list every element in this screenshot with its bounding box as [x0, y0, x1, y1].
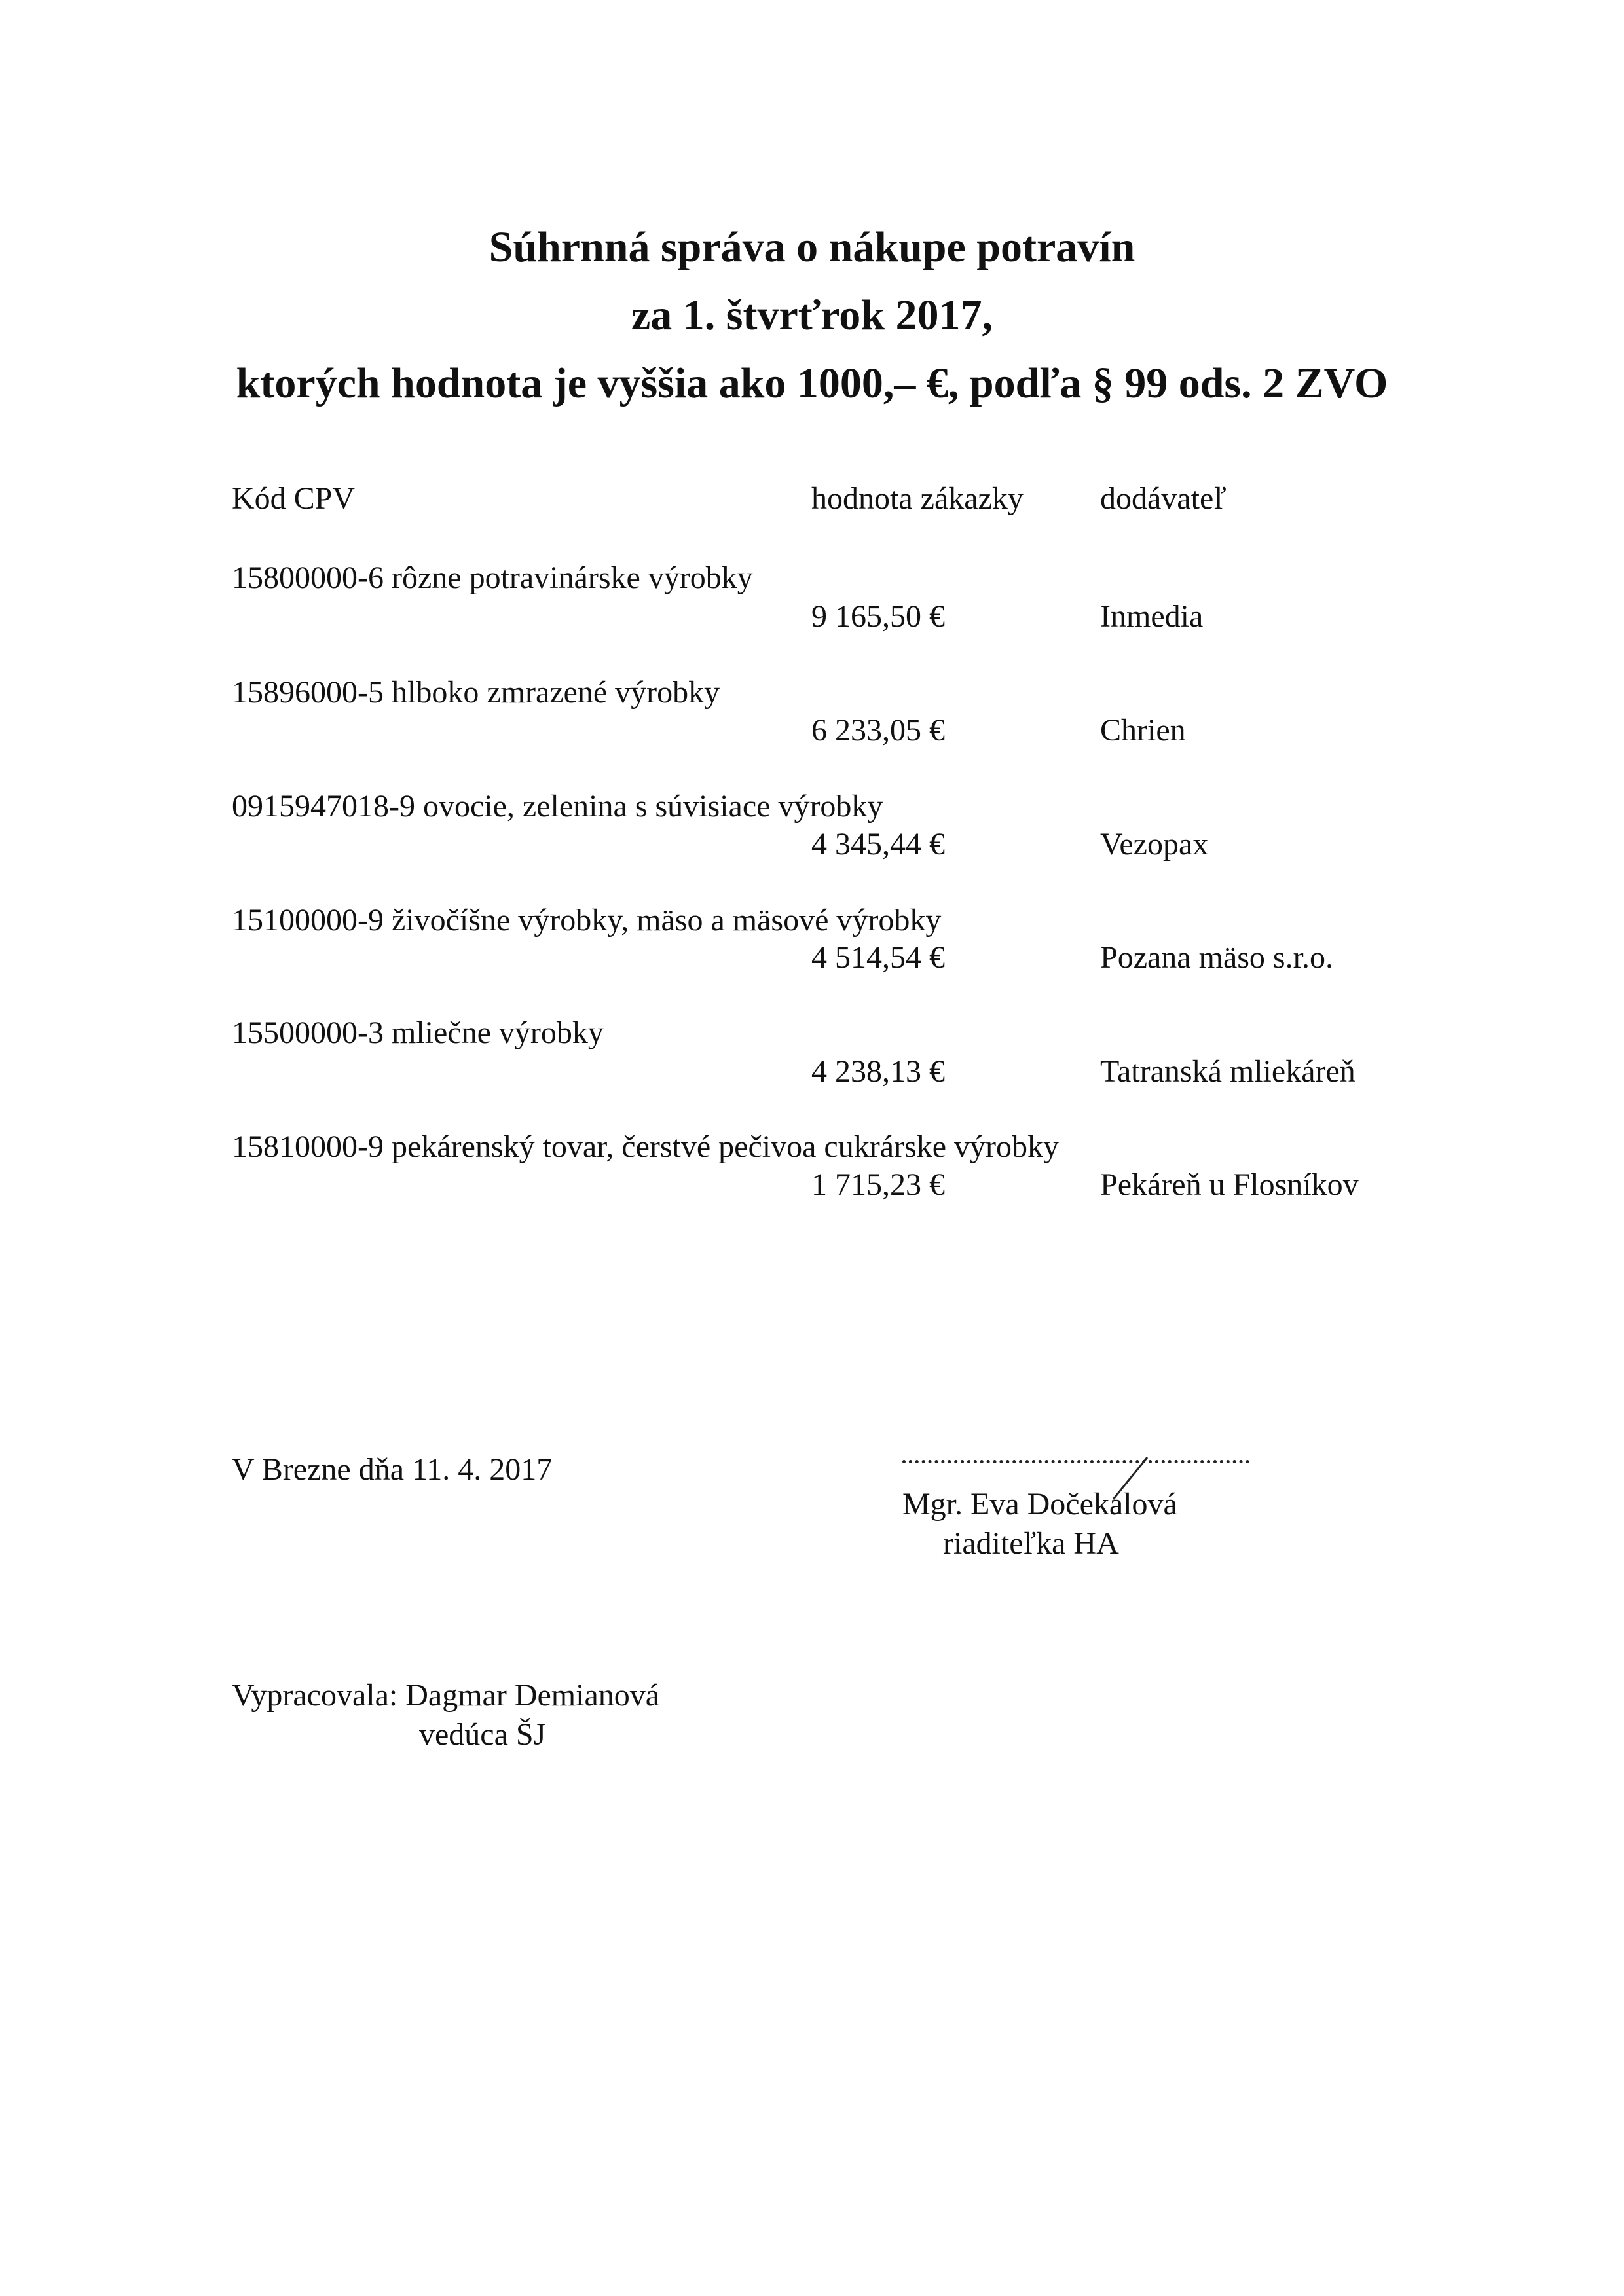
header-order-value: hodnota zákazky: [811, 481, 1024, 516]
title-line-3: ktorých hodnota je vyššia ako 1000,– €, podľa § 99 ods. 2 ZVO: [236, 359, 1388, 407]
row-description: 15800000-6 rôzne potravinárske výrobky: [232, 560, 753, 595]
prepared-by: Vypracovala: Dagmar Demianová: [232, 1678, 660, 1713]
header-supplier: dodávateľ: [1100, 481, 1227, 516]
header-cpv-code: Kód CPV: [232, 481, 356, 516]
signatory-name: Mgr. Eva Dočekalová: [902, 1487, 1177, 1522]
row-value: 6 233,05 €: [811, 713, 945, 748]
row-value: 9 165,50 €: [811, 599, 945, 634]
title-line-2: za 1. štvrťrok 2017,: [631, 291, 993, 339]
row-description: 15100000-9 živočíšne výrobky, mäso a mäsové výrobky: [232, 903, 942, 938]
row-supplier: Vezopax: [1100, 827, 1209, 862]
row-supplier: Pozana mäso s.r.o.: [1100, 940, 1333, 975]
signatory-role: riaditeľka HA: [943, 1526, 1119, 1561]
place-and-date: V Brezne dňa 11. 4. 2017: [232, 1452, 553, 1487]
row-value: 4 345,44 €: [811, 827, 945, 862]
row-description: 15500000-3 mliečne výrobky: [232, 1015, 604, 1050]
row-description: 15896000-5 hlboko zmrazené výrobky: [232, 675, 720, 710]
title-line-1: Súhrnná správa o nákupe potravín: [489, 223, 1135, 271]
row-supplier: Inmedia: [1100, 599, 1204, 634]
row-value: 4 514,54 €: [811, 940, 945, 975]
row-supplier: Pekáreň u Flosníkov: [1100, 1167, 1359, 1202]
prepared-by-role: vedúca ŠJ: [419, 1717, 546, 1752]
row-supplier: Chrien: [1100, 713, 1186, 748]
row-description: 0915947018-9 ovocie, zelenina s súvisiace výrobky: [232, 789, 883, 824]
row-supplier: Tatranská mliekáreň: [1100, 1054, 1356, 1089]
row-value: 1 715,23 €: [811, 1167, 945, 1202]
row-value: 4 238,13 €: [811, 1054, 945, 1089]
row-description: 15810000-9 pekárenský tovar, čerstvé pečivoa cukrárske výrobky: [232, 1129, 1059, 1164]
